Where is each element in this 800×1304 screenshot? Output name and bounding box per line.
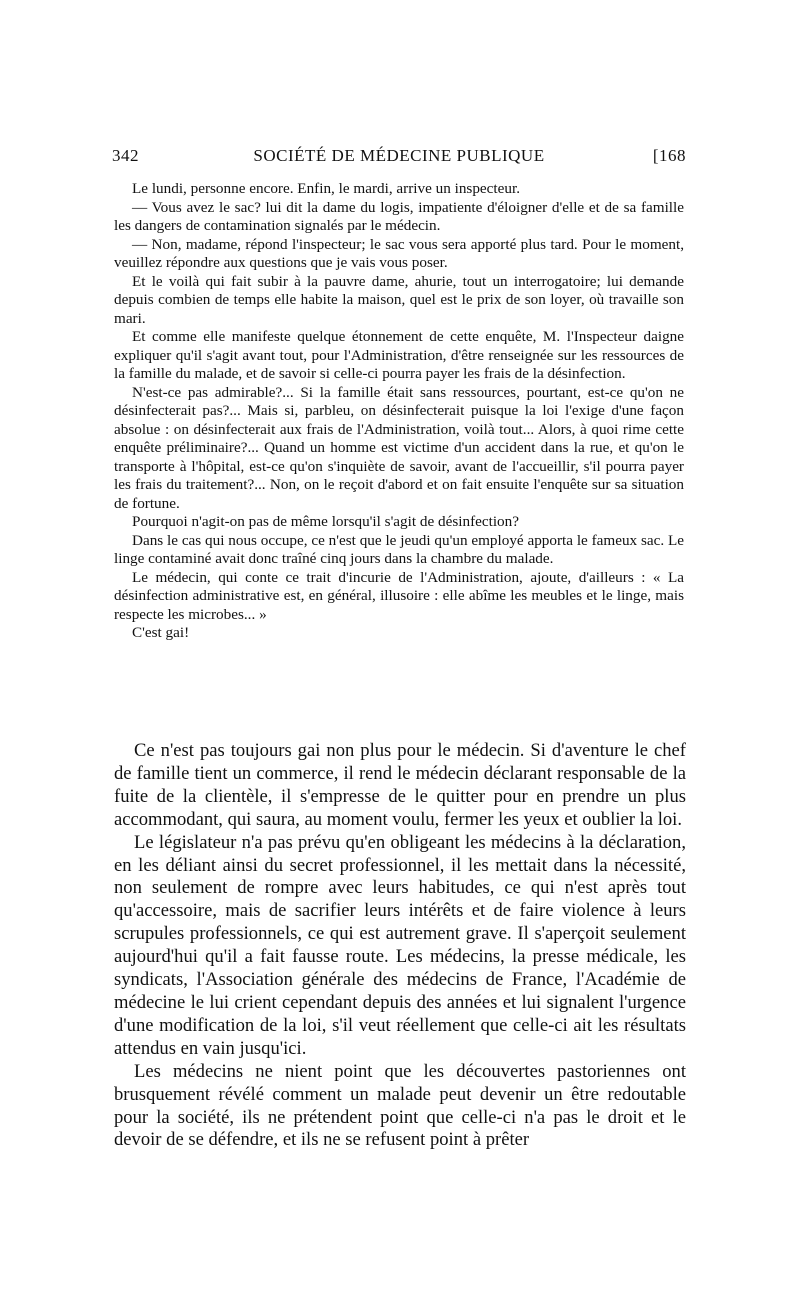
paragraph: — Non, madame, répond l'inspecteur; le sac vous sera apporté plus tard. Pour le moment, veuillez répondre aux questions que je vais vous poser. xyxy=(114,235,684,271)
paragraph: C'est gai! xyxy=(132,624,190,641)
quoted-passage xyxy=(114,180,684,643)
section-mark: [168 xyxy=(652,146,686,165)
paragraph: Dans le cas qui nous occupe, ce n'est que le jeudi qu'un employé apporta le fameux sac. Le linge contaminé avait donc traîné cinq jours dans la chambre du malade. xyxy=(114,531,684,567)
paragraph: Et comme elle manifeste quelque étonnement de cette enquête, M. l'Inspecteur daigne expliquer qu'il s'agit avant tout, pour l'Administration, d'être renseignée sur les ressources de la famille du malade, et de savoir si celle-ci pourra payer les frais de la désinfection. xyxy=(114,328,684,382)
page-number: 342 xyxy=(112,146,139,165)
paragraph: Le médecin, qui conte ce trait d'incurie de l'Administration, ajoute, d'ailleurs : « La désinfection administrative est, en général, illusoire : elle abîme les meubles et le linge, mais respecte les microbes... » xyxy=(114,568,684,623)
paragraph: Les médecins ne nient point que les découvertes pastoriennes ont brusquement révélé comment un malade peut devenir un être redoutable pour la société, ils ne prétendent point que celle-ci n'a pas le droit et le devoir de se défendre, et ils ne se refusent point à prêter xyxy=(114,1060,686,1151)
paragraph: Et le voilà qui fait subir à la pauvre dame, ahurie, tout un interrogatoire; lui demande depuis combien de temps elle habite la maison, quel est le prix de son loyer, où travaille son mari. xyxy=(114,272,684,327)
paragraph: Le législateur n'a pas prévu qu'en obligeant les médecins à la déclaration, en les déliant ainsi du secret professionnel, il les mettait dans la nécessité, non seulement de rompre avec leurs habitudes, ce qui n'est après tout qu'accessoire, mais de sacrifier leurs intérêts et de faire violence à leurs scrupules professionnels, ce qui est autrement grave. Il s'aperçoit seulement aujourd'hui qu'il a fait fausse route. Les médecins, la presse médicale, les syndicats, l'Association générale des médecins de France, l'Académie de médecine le lui crient cependant depuis des années et lui signalent l'urgence d'une modification de la loi, s'il veut réellement que celle-ci ait les résultats attendus en vain jusqu'ici. xyxy=(114,831,686,1059)
paragraph: N'est-ce pas admirable?... Si la famille était sans ressources, pourtant, est-ce qu'on ne désinfecterait pas?... Mais si, parbleu, on désinfecterait puisque la loi l'exige d'une façon absolue : on désinfecterait aux frais de l'Administration, voilà tout... Alors, à quoi rime cette enquête préliminaire?... Quand un homme est victime d'un accident dans la rue, et qu'on le transporte à l'hôpital, est-ce qu'on s'inquiète de savoir, avant de l'accueillir, s'il pourra payer les frais du traitement?... Non, on le reçoit d'abord et on fait ensuite l'enquête sur sa situation de fortune. xyxy=(114,383,684,512)
paragraph: — Vous avez le sac? lui dit la dame du logis, impatiente d'éloigner d'elle et de sa famille les dangers de contamination signalés par le médecin. xyxy=(114,198,684,234)
running-title: SOCIÉTÉ DE MÉDECINE PUBLIQUE xyxy=(253,146,545,165)
running-header xyxy=(112,146,686,168)
paragraph: Ce n'est pas toujours gai non plus pour le médecin. Si d'aventure le chef de famille tient un commerce, il rend le médecin déclarant responsable de la fuite de la clientèle, il s'empresse de le quitter pour en prendre un plus accommodant, qui saura, au moment voulu, fermer les yeux et oublier la loi. xyxy=(114,740,686,830)
paragraph: Pourquoi n'agit-on pas de même lorsqu'il s'agit de désinfection? xyxy=(132,513,519,530)
paragraph: Le lundi, personne encore. Enfin, le mardi, arrive un inspecteur. xyxy=(132,180,520,197)
main-text xyxy=(114,740,686,1152)
